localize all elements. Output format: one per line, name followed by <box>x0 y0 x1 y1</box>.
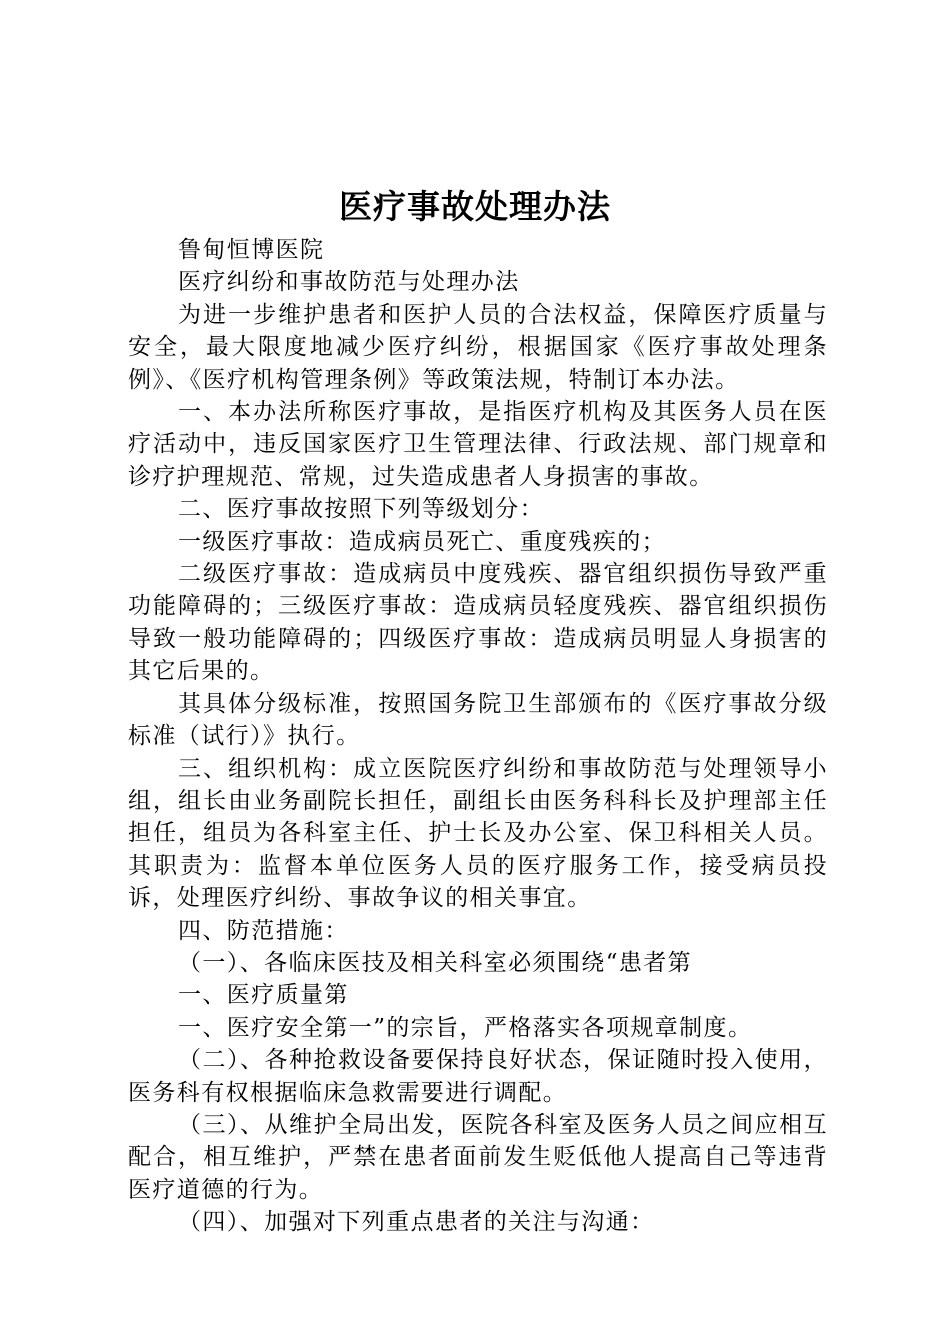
paragraph-grade-1: 一级医疗事故：造成病员死亡、重度残疾的； <box>178 528 666 555</box>
paragraph-measure-1b: 一、医疗质量第 <box>178 982 349 1009</box>
paragraph-section-3: 三、组织机构：成立医院医疗纠纷和事故防范与处理领导小组，组长由业务副院长担任，副组长由医务科科长及护理部主任担任，组员为各科室主任、护士长及办公室、保卫科相关人员。其职责为：监督本单位医务人员的医疗服务工作，接受病员投诉，处理医疗纠纷、事故争议的相关事宜。 <box>128 755 828 912</box>
document-body <box>128 234 828 1239</box>
paragraph-section-1: 一、本办法所称医疗事故，是指医疗机构及其医务人员在医疗活动中，违反国家医疗卫生管理法律、行政法规、部门规章和诊疗护理规范、常规，过失造成患者人身损害的事故。 <box>128 399 828 490</box>
paragraph-measure-1a: （一）、各临床医技及相关科室必须围绕“患者第 <box>178 949 693 976</box>
paragraph-measure-2: （二）、各种抢救设备要保持良好状态，保证随时投入使用，医务科有权根据临床急救需要进行调配。 <box>128 1047 828 1106</box>
document-subtitle: 医疗纠纷和事故防范与处理办法 <box>178 269 520 296</box>
paragraph-section-4: 四、防范措施： <box>178 917 349 944</box>
paragraph-section-2: 二、医疗事故按照下列等级划分： <box>178 496 544 523</box>
paragraph-grade-standard: 其具体分级标准，按照国务院卫生部颁布的《医疗事故分级标准（试行）》执行。 <box>128 690 828 750</box>
hospital-name: 鲁甸恒博医院 <box>178 237 325 263</box>
paragraph-measure-4: （四）、加强对下列重点患者的关注与沟通： <box>178 1209 655 1236</box>
paragraph-measure-3: （三）、从维护全局出发，医院各科室及医务人员之间应相互配合，相互维护，严禁在患者面前发生贬低他人提高自己等违背医疗道德的行为。 <box>128 1111 828 1203</box>
paragraph-measure-1c: 一、医疗安全第一”的宗旨，严格落实各项规章制度。 <box>178 1014 753 1041</box>
paragraph-grade-2-4: 二级医疗事故：造成病员中度残疾、器官组织损伤导致严重功能障碍的；三级医疗事故：造成病员轻度残疾、器官组织损伤导致一般功能障碍的；四级医疗事故：造成病员明显人身损害的其它后果的。 <box>128 561 828 685</box>
paragraph-intro: 为进一步维护患者和医护人员的合法权益，保障医疗质量与安全，最大限度地减少医疗纠纷，根据国家《医疗事故处理条例》、《医疗机构管理条例》等政策法规，特制订本办法。 <box>128 301 828 393</box>
document-title: 医疗事故处理办法 <box>339 187 611 226</box>
